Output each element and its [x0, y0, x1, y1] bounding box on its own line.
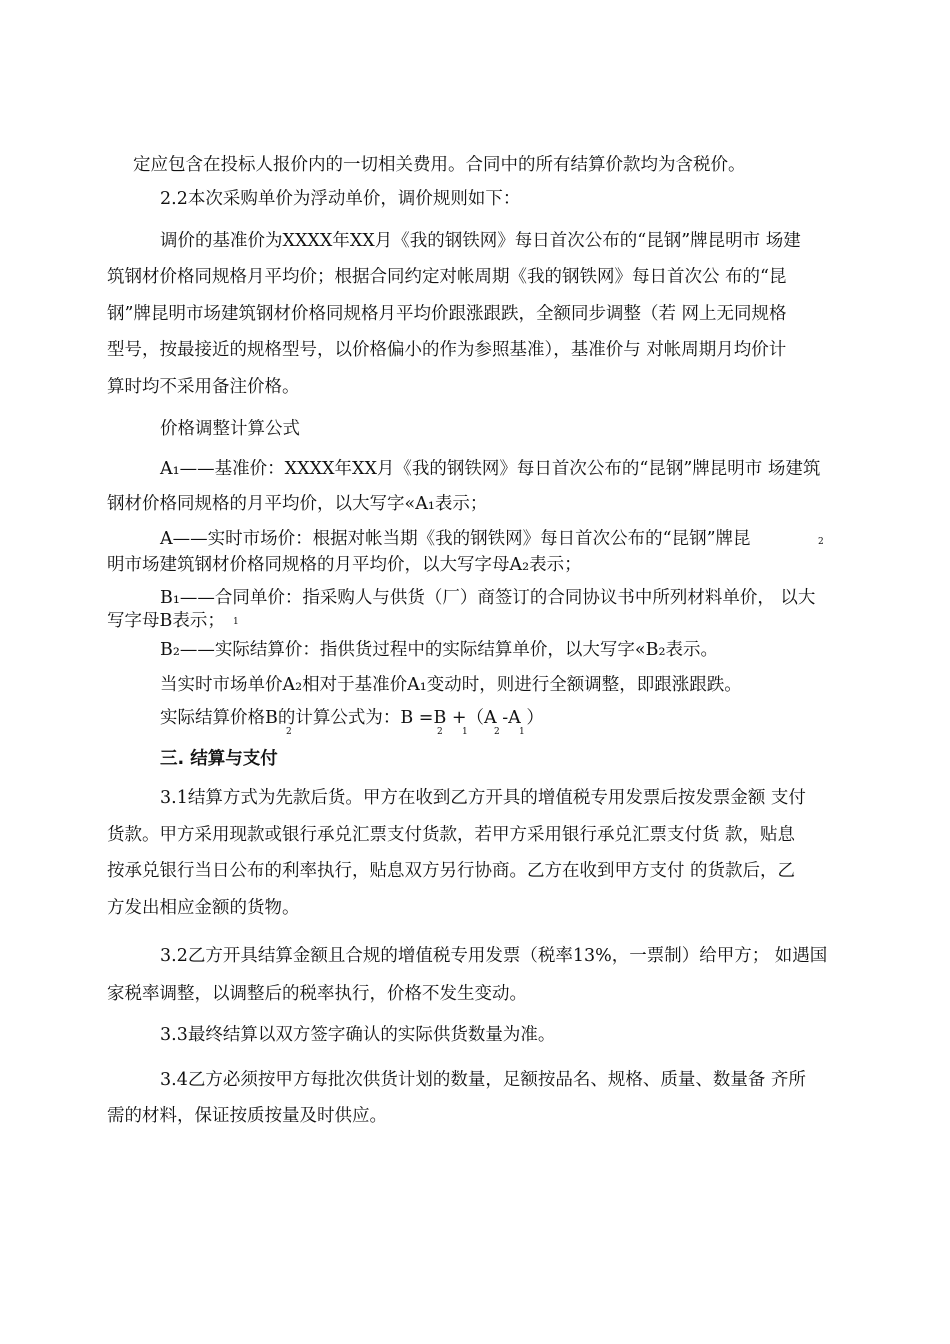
text-line: 需的材料，保证按质按量及时供应。 — [107, 1106, 387, 1126]
text-line: 3.2乙方开具结算金额且合规的增值税专用发票（税率13%，一票制）给甲方； 如遇国 — [160, 946, 828, 966]
text-line: 定应包含在投标人报价内的一切相关费用。合同中的所有结算价款均为含税价。 — [133, 155, 746, 175]
text-line: 家税率调整，以调整后的税率执行，价格不发生变动。 — [107, 984, 527, 1004]
text-line: A₁——基准价：XXXX年XX月《我的钢铁网》每日首次公布的“昆钢”牌昆明市 场建筑 — [160, 459, 821, 479]
text-line: 2.2本次采购单价为浮动单价，调价规则如下： — [160, 189, 521, 209]
text-line: 当实时市场单价A₂相对于基准价A₁变动时，则进行全额调整，即跟涨跟跌。 — [160, 675, 742, 695]
text-line: A——实时市场价：根据对帐当期《我的钢铁网》每日首次公布的“昆钢”牌昆 — [160, 529, 751, 549]
text-line: 写字母B表示； — [107, 611, 225, 631]
text-line: 货款。甲方采用现款或银行承兑汇票支付货款，若甲方采用银行承兑汇票支付货 款，贴息 — [107, 825, 796, 845]
text-line: 算时均不采用备注价格。 — [107, 377, 300, 397]
text-line: B₂——实际结算价：指供货过程中的实际结算单价，以大写字«B₂表示。 — [160, 640, 718, 660]
text-line: B₁——合同单价：指采购人与供货（厂）商签订的合同协议书中所列材料单价， 以大 — [160, 588, 816, 608]
text-line: 钢”牌昆明市场建筑钢材价格同规格月平均价跟涨跟跌，全额同步调整（若 网上无同规格 — [107, 304, 787, 324]
text-line: 明市场建筑钢材价格同规格的月平均价，以大写字母A₂表示； — [107, 555, 582, 575]
formula-line: 实际结算价格B的计算公式为：B =B +（A -A ） — [160, 708, 544, 728]
text-line: 3.4乙方必须按甲方每批次供货计划的数量，足额按品名、规格、质量、数量备 齐所 — [160, 1070, 806, 1090]
subscript-mark: 1 — [519, 727, 525, 737]
text-line: 3.3最终结算以双方签字确认的实际供货数量为准。 — [160, 1025, 556, 1045]
subscript-mark: 2 — [818, 537, 824, 547]
subscript-mark: 2 — [494, 727, 500, 737]
text-line: 调价的基准价为XXXX年XX月《我的钢铁网》每日首次公布的“昆钢”牌昆明市 场建 — [160, 231, 801, 251]
subscript-mark: 1 — [233, 617, 239, 627]
text-line: 钢材价格同规格的月平均价，以大写字«A₁表示； — [107, 494, 488, 514]
section-subheading: 价格调整计算公式 — [160, 419, 300, 439]
text-line: 型号，按最接近的规格型号，以价格偏小的作为参照基准），基准价与 对帐周期月均价计 — [107, 340, 787, 360]
text-line: 方发出相应金额的货物。 — [107, 898, 300, 918]
text-line: 筑钢材价格同规格月平均价；根据合同约定对帐周期《我的钢铁网》每日首次公 布的“昆 — [107, 267, 787, 287]
subscript-mark: 2 — [286, 727, 292, 737]
subscript-mark: 2 — [437, 727, 443, 737]
subscript-mark: 1 — [462, 727, 468, 737]
text-line: 按承兑银行当日公布的利率执行，贴息双方另行协商。乙方在收到甲方支付 的货款后，乙 — [107, 861, 796, 881]
text-line: 3.1结算方式为先款后货。甲方在收到乙方开具的增值税专用发票后按发票金额 支付 — [160, 788, 806, 808]
section-heading: 三. 结算与支付 — [160, 749, 278, 769]
